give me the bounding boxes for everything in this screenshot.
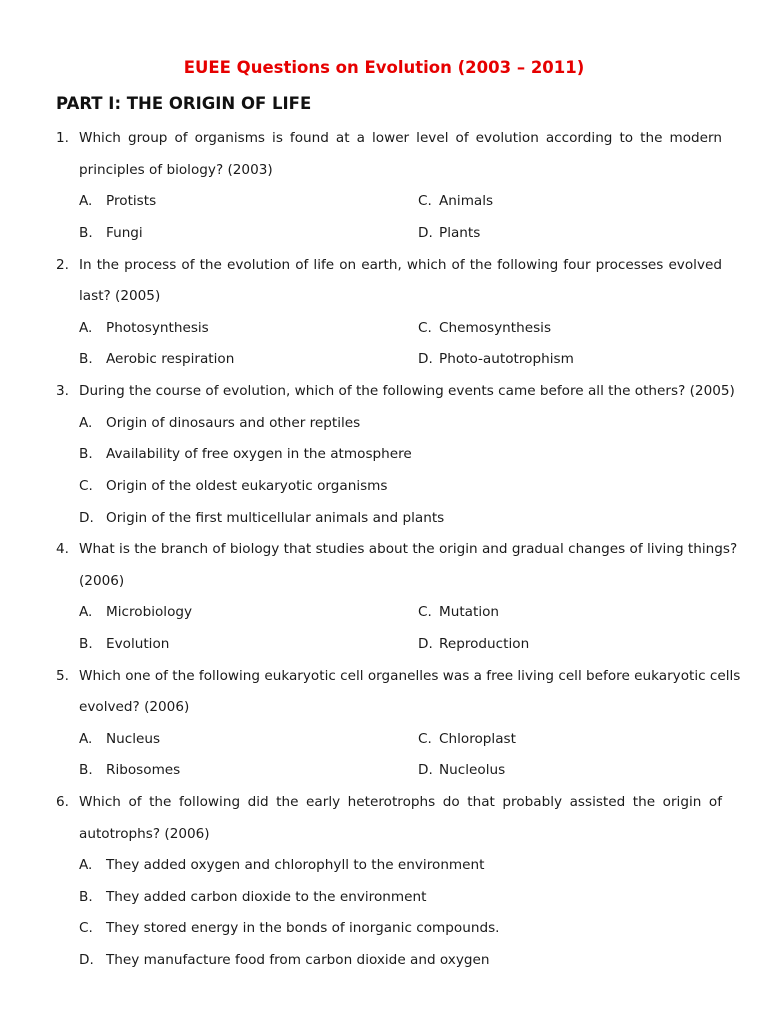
option-letter: D.: [79, 952, 94, 968]
option-text: Nucleus: [106, 731, 161, 747]
question-text-line: evolved? (2006): [79, 699, 190, 715]
option-letter: B.: [79, 889, 93, 905]
option-text: Mutation: [439, 604, 500, 620]
option-text: Animals: [439, 193, 494, 209]
option-letter: B.: [79, 225, 93, 241]
question-text-line: In the process of the evolution of life on earth, which of the following four processes evolved: [79, 257, 722, 273]
question-text-line: Which of the following did the early heterotrophs do that probably assisted the origin of: [79, 794, 722, 810]
question-text-line: Which one of the following eukaryotic cell organelles was a free living cell before eukaryotic cells: [79, 668, 741, 684]
question-number: 6.: [56, 794, 69, 810]
option-letter: B.: [79, 351, 93, 367]
option-text: Microbiology: [106, 604, 193, 620]
option-letter: D.: [418, 636, 433, 652]
option-text: Aerobic respiration: [106, 351, 235, 367]
option-text: They stored energy in the bonds of inorganic compounds.: [106, 920, 500, 936]
option-text: Photosynthesis: [106, 320, 209, 336]
question-number: 2.: [56, 257, 69, 273]
option-letter: C.: [79, 478, 93, 494]
option-letter: D.: [418, 351, 433, 367]
option-letter: D.: [418, 762, 433, 778]
option-letter: A.: [79, 193, 93, 209]
option-letter: A.: [79, 857, 93, 873]
question-text-line: autotrophs? (2006): [79, 826, 210, 842]
option-letter: A.: [79, 604, 93, 620]
question-text-line: Which group of organisms is found at a lower level of evolution according to the modern: [79, 130, 722, 146]
option-letter: A.: [79, 320, 93, 336]
question-text-line: principles of biology? (2003): [79, 162, 273, 178]
option-letter: B.: [79, 636, 93, 652]
option-text: Chloroplast: [439, 731, 516, 747]
option-letter: A.: [79, 415, 93, 431]
option-text: Photo-autotrophism: [439, 351, 574, 367]
question-number: 4.: [56, 541, 69, 557]
question-text-line: During the course of evolution, which of the following events came before all the others? (2005): [79, 383, 735, 399]
part-heading: PART I: THE ORIGIN OF LIFE: [56, 94, 312, 113]
option-text: Fungi: [106, 225, 143, 241]
question-text-line: What is the branch of biology that studies about the origin and gradual changes of living things?: [79, 541, 738, 557]
option-text: Availability of free oxygen in the atmosphere: [106, 446, 412, 462]
document-title: EUEE Questions on Evolution (2003 – 2011): [183, 58, 585, 77]
option-text: They manufacture food from carbon dioxide and oxygen: [106, 952, 490, 968]
option-text: They added carbon dioxide to the environment: [106, 889, 427, 905]
option-text: Chemosynthesis: [439, 320, 552, 336]
option-letter: B.: [79, 762, 93, 778]
option-text: Evolution: [106, 636, 170, 652]
option-letter: B.: [79, 446, 93, 462]
option-text: Plants: [439, 225, 481, 241]
option-letter: C.: [418, 320, 432, 336]
question-text-line: (2006): [79, 573, 125, 589]
option-letter: D.: [79, 510, 94, 526]
option-text: Protists: [106, 193, 157, 209]
option-text: Origin of the first multicellular animals and plants: [106, 510, 445, 526]
option-letter: C.: [418, 731, 432, 747]
option-text: Origin of dinosaurs and other reptiles: [106, 415, 361, 431]
question-text-line: last? (2005): [79, 288, 161, 304]
option-text: They added oxygen and chlorophyll to the environment: [106, 857, 485, 873]
option-text: Ribosomes: [106, 762, 181, 778]
question-number: 5.: [56, 668, 69, 684]
option-text: Reproduction: [439, 636, 530, 652]
option-letter: C.: [79, 920, 93, 936]
option-text: Origin of the oldest eukaryotic organisms: [106, 478, 388, 494]
question-number: 3.: [56, 383, 69, 399]
option-letter: A.: [79, 731, 93, 747]
question-number: 1.: [56, 130, 69, 146]
option-letter: D.: [418, 225, 433, 241]
option-letter: C.: [418, 604, 432, 620]
option-text: Nucleolus: [439, 762, 506, 778]
option-letter: C.: [418, 193, 432, 209]
